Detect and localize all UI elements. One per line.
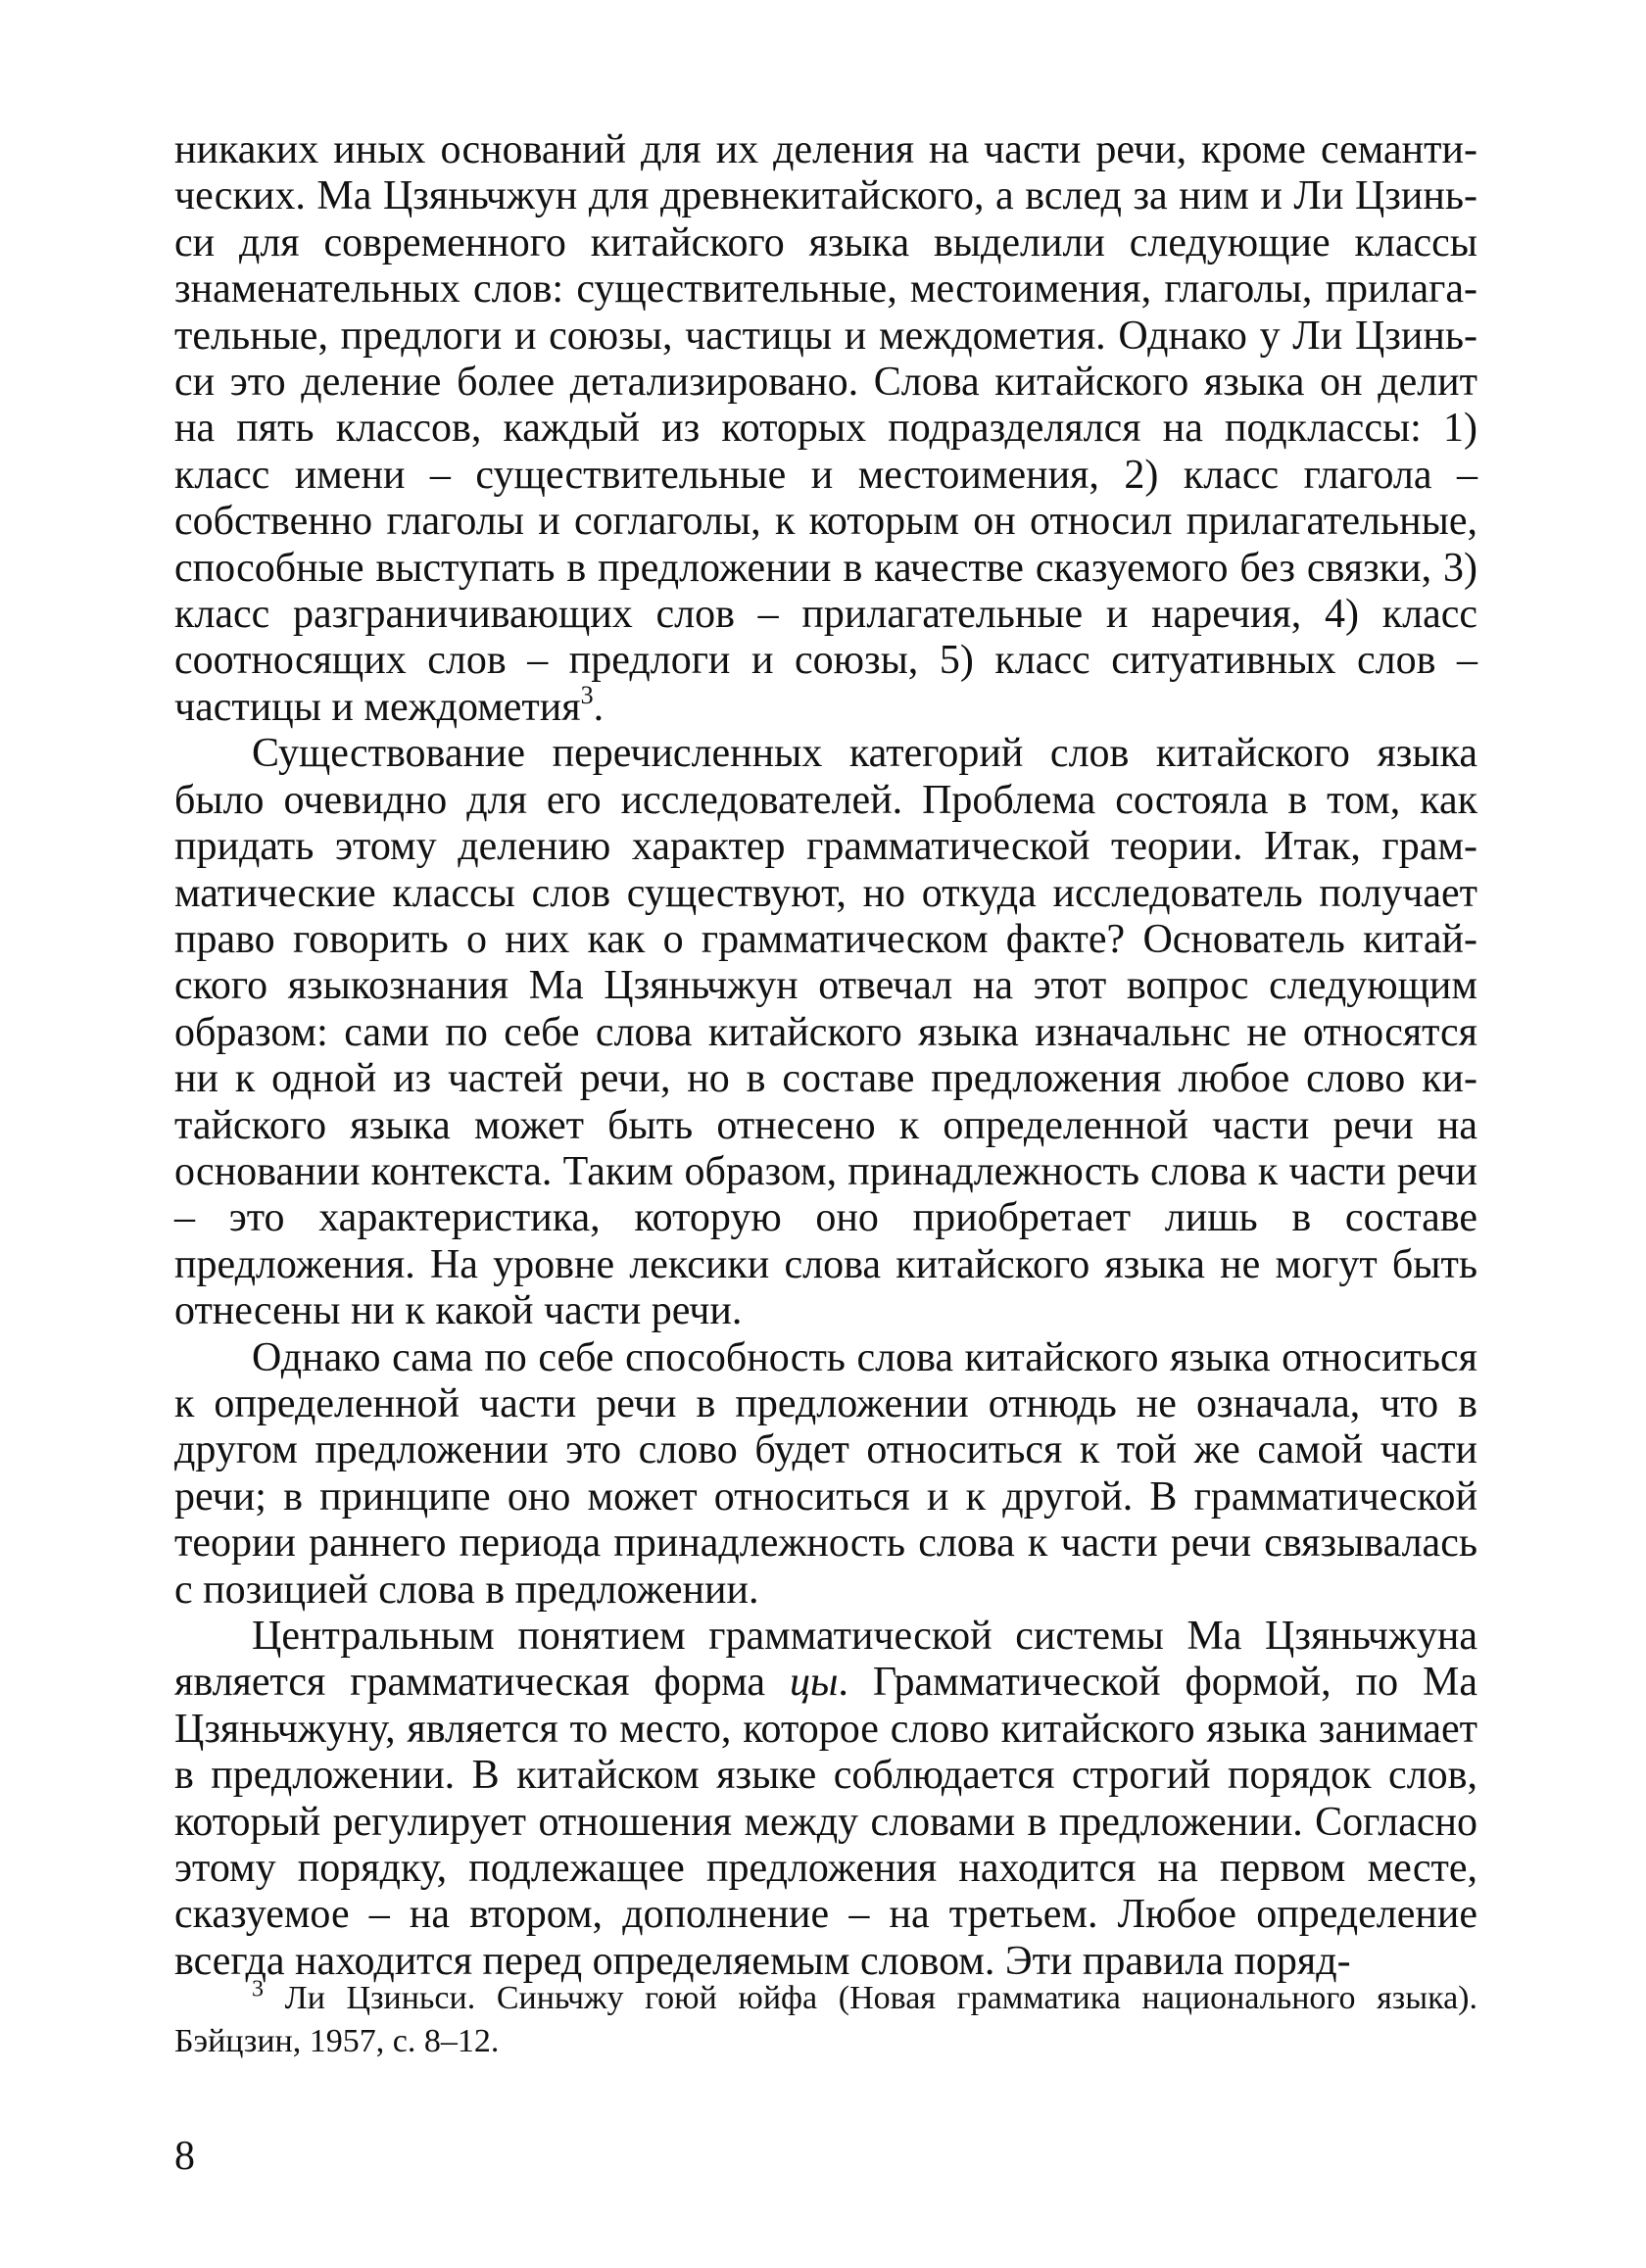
- footnote-marker: 3: [252, 1976, 264, 2003]
- footnote-text: Ли Цзиньси. Синьчжу гоюй юйфа (Новая грамматика национального языка). Бэйцзин, 1957, с. 8–12.: [174, 1980, 1477, 2059]
- paragraph-1: [174, 127, 1477, 731]
- footnote: [174, 1977, 1477, 2063]
- paragraph-3: Однако сама по себе способность слова китайского языка относиться к определенной части речи в предложении отнюдь не означала, что в другом предложении это слово будет относиться к той же самой части речи; в принципе оно может относиться и к другой. В грамматической теории раннего периода принадлежность слова к части речи связывалась с позицией слова в предложении.: [174, 1334, 1477, 1613]
- paragraph-1-text: никаких иных оснований для их деления на части речи, кроме семантических. Ма Цзяньчжун для древнекитайского, а вслед за ним и Ли Цзиньси для современного китайского языка выделили следующие классы знаменательных слов: существительные, местоимения, глаголы, прилагательные, предлоги и союзы, частицы и междометия. Однако у Ли Цзиньси это деление более детализировано. Слова китайского языка он делит на пять классов, каждый из которых подразделялся на подклассы: 1) класс имени – существительные и местоимения, 2) класс глагола – собственно глаголы и соглаголы, к которым он относил прилагательные, способные выступать в предложении в качестве сказуемого без связки, 3) класс разграничивающих слов – прилагательные и наречия, 4) класс соотносящих слов – предлоги и союзы, 5) класс ситуативных слов – частицы и междометия: [174, 127, 1477, 730]
- paragraph-4-text-end: . Грамматической формой, по Ма Цзяньчжуну, является то место, которое слово китайского языка занимает в предложении. В китайском языке соблюдается строгий порядок слов, который регулирует отношения между словами в предложении. Согласно этому порядку, подлежащее предложения находится на первом месте, сказуемое – на втором, дополнение – на третьем. Любое определение всегда находится перед определяемым словом. Эти правила поряд-: [174, 1660, 1477, 1984]
- paragraph-1-end: .: [593, 684, 605, 730]
- page-number: 8: [174, 2134, 195, 2179]
- footnote-entry: [174, 1977, 1477, 2063]
- main-text: [174, 127, 1477, 1985]
- footnote-reference: 3: [580, 680, 594, 709]
- paragraph-4: [174, 1614, 1477, 1985]
- paragraph-2: Существование перечисленных категорий слов китайского языка было очевидно для его исследователей. Проблема состояла в том, как придать этому делению характер грамматической теории. Итак, грамматические классы слов существуют, но откуда исследователь получает право говорить о них как о грамматическом факте? Основатель китайского языкознания Ма Цзяньчжун отвечал на этот вопрос следующим образом: сами по себе слова китайского языка изначальнс не относятся ни к одной из частей речи, но в составе предложения любое слово китайского языка может быть отнесено к определенной части речи на основании контекста. Таким образом, принадлежность слова к части речи – это характеристика, которую оно приобретает лишь в составе предложения. На уровне лексики слова китайского языка не могут быть отнесены ни к какой части речи.: [174, 731, 1477, 1334]
- paragraph-4-text-start: Центральным понятием грамматической системы Ма Цзяньчжуна является грамматическая форма: [174, 1614, 1477, 1706]
- term-tsy: цы: [789, 1660, 839, 1706]
